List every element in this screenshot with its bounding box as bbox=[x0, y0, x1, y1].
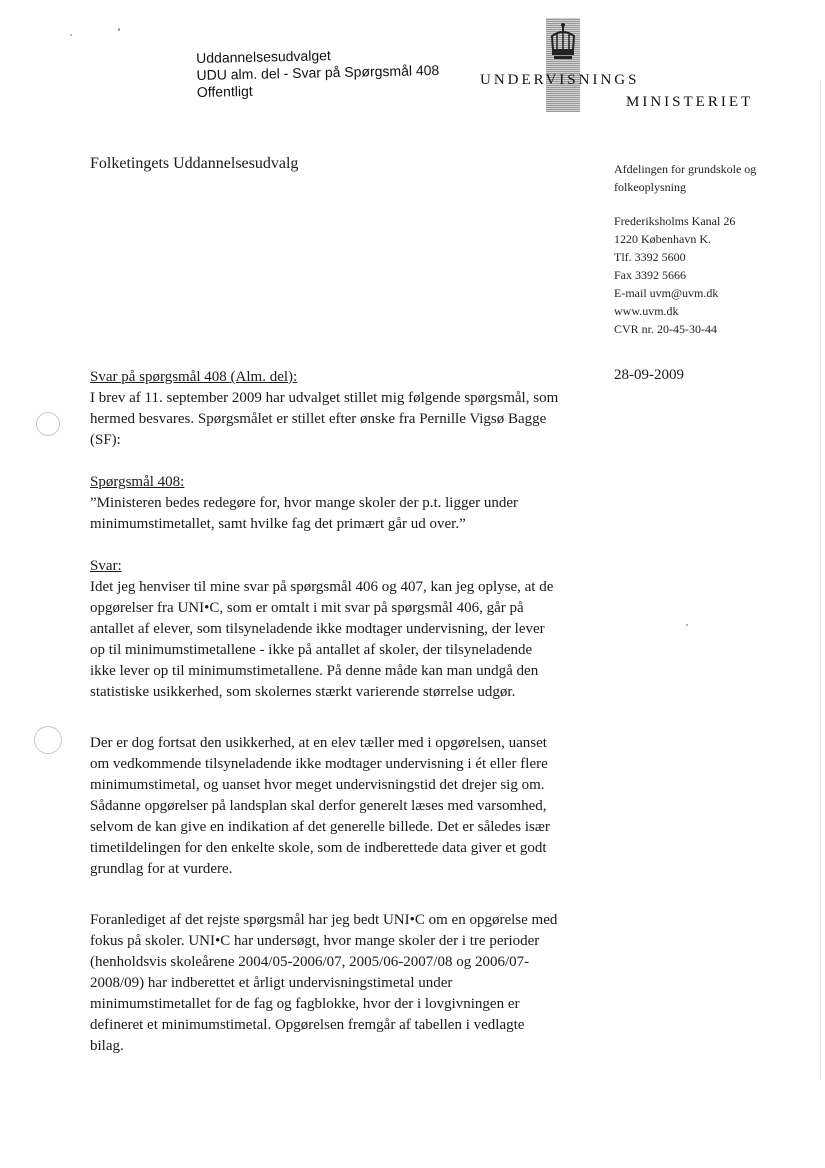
scan-edge bbox=[820, 80, 821, 1080]
letter-body bbox=[90, 367, 560, 1057]
punch-hole-mark bbox=[36, 412, 60, 436]
recipient: Folketingets Uddannelsesudvalg bbox=[90, 155, 299, 172]
punch-hole-mark bbox=[34, 726, 62, 754]
letter-heading: Svar på spørgsmål 408 (Alm. del): bbox=[90, 369, 298, 385]
sender-block bbox=[614, 160, 756, 338]
scan-speck bbox=[70, 34, 72, 36]
sender-department-2: folkeoplysning bbox=[614, 180, 686, 194]
sender-phone: Tlf. 3392 5600 bbox=[614, 250, 686, 264]
question-heading: Spørgsmål 408: bbox=[90, 474, 185, 490]
ministry-logo-line1: UNDERVISNINGS bbox=[480, 72, 640, 88]
crown-icon bbox=[546, 18, 580, 112]
stamp-visibility: Offentligt bbox=[196, 82, 253, 100]
sender-fax: Fax 3392 5666 bbox=[614, 268, 686, 282]
letter-date: 28-09-2009 bbox=[614, 367, 684, 383]
answer-paragraph-3: Foranlediget af det rejste spørgsmål har jeg bedt UNI•C om en opgørelse med fokus på skoler. UNI•C har undersøgt, hvor mange skoler der i tre perioder (henholdsvis skoleårene 2004/05-2006/07, 2005/06-2007/08 og 2006/07-2008/09) har indberettet et årligt undervisningstimetal under minimumstimetallet for de fag og fagblokke, hvor der i lovgivningen er defineret et minimumstimetal. Opgørelsen fremgår af tabellen i vedlagte bilag. bbox=[90, 912, 558, 1054]
answer-heading: Svar: bbox=[90, 558, 122, 574]
letter-intro: I brev af 11. september 2009 har udvalget stillet mig følgende spørgsmål, som hermed besvares. Spørgsmålet er stillet efter ønske fra Pernille Vigsø Bagge (SF): bbox=[90, 390, 559, 448]
sender-address-1: Frederiksholms Kanal 26 bbox=[614, 214, 736, 228]
scan-speck bbox=[118, 28, 120, 31]
document-stamp bbox=[196, 45, 440, 101]
answer-paragraph-2: Der er dog fortsat den usikkerhed, at en elev tæller med i opgørelsen, uanset om vedkommende tilsyneladende ikke modtager undervisning i ét eller flere minimumstimetal, og uanset hvor meget undervisningstid det drejer sig om. Sådanne opgørelser på landsplan skal derfor generelt læses med varsomhed, selvom de kan give en indikation af det generelle billede. Det er således især timetildelingen for den enkelte skole, som de indberettede data giver et godt grundlag for at vurdere. bbox=[90, 735, 550, 877]
sender-email: E-mail uvm@uvm.dk bbox=[614, 286, 719, 300]
stamp-reference: UDU alm. del - Svar på Spørgsmål 408 bbox=[196, 61, 440, 83]
sender-department-1: Afdelingen for grundskole og bbox=[614, 162, 757, 176]
question-text: ”Ministeren bedes redegøre for, hvor mange skoler der p.t. ligger under minimumstimetallet, samt hvilke fag det primært går ud over.” bbox=[90, 495, 518, 532]
answer-paragraph-1: Idet jeg henviser til mine svar på spørgsmål 406 og 407, kan jeg oplyse, at de opgørelser fra UNI•C, som er omtalt i mit svar på spørgsmål 406, går på antallet af elever, som tilsyneladende ikke modtager undervisning, der lever op til minimumstimetallene - ikke på antallet af skoler, der tilsyneladende ikke lever op til minimumstimetallene. På denne måde kan man undgå den statistiske usikkerhed, som skolernes stærkt varierende størrelse udgør. bbox=[90, 579, 554, 700]
ministry-logo-line2: MINISTERIET bbox=[626, 94, 754, 110]
scan-speck bbox=[686, 624, 688, 626]
sender-cvr: CVR nr. 20-45-30-44 bbox=[614, 322, 717, 336]
stamp-committee: Uddannelsesudvalget bbox=[196, 47, 331, 66]
sender-address-2: 1220 København K. bbox=[614, 232, 711, 246]
sender-web: www.uvm.dk bbox=[614, 304, 679, 318]
